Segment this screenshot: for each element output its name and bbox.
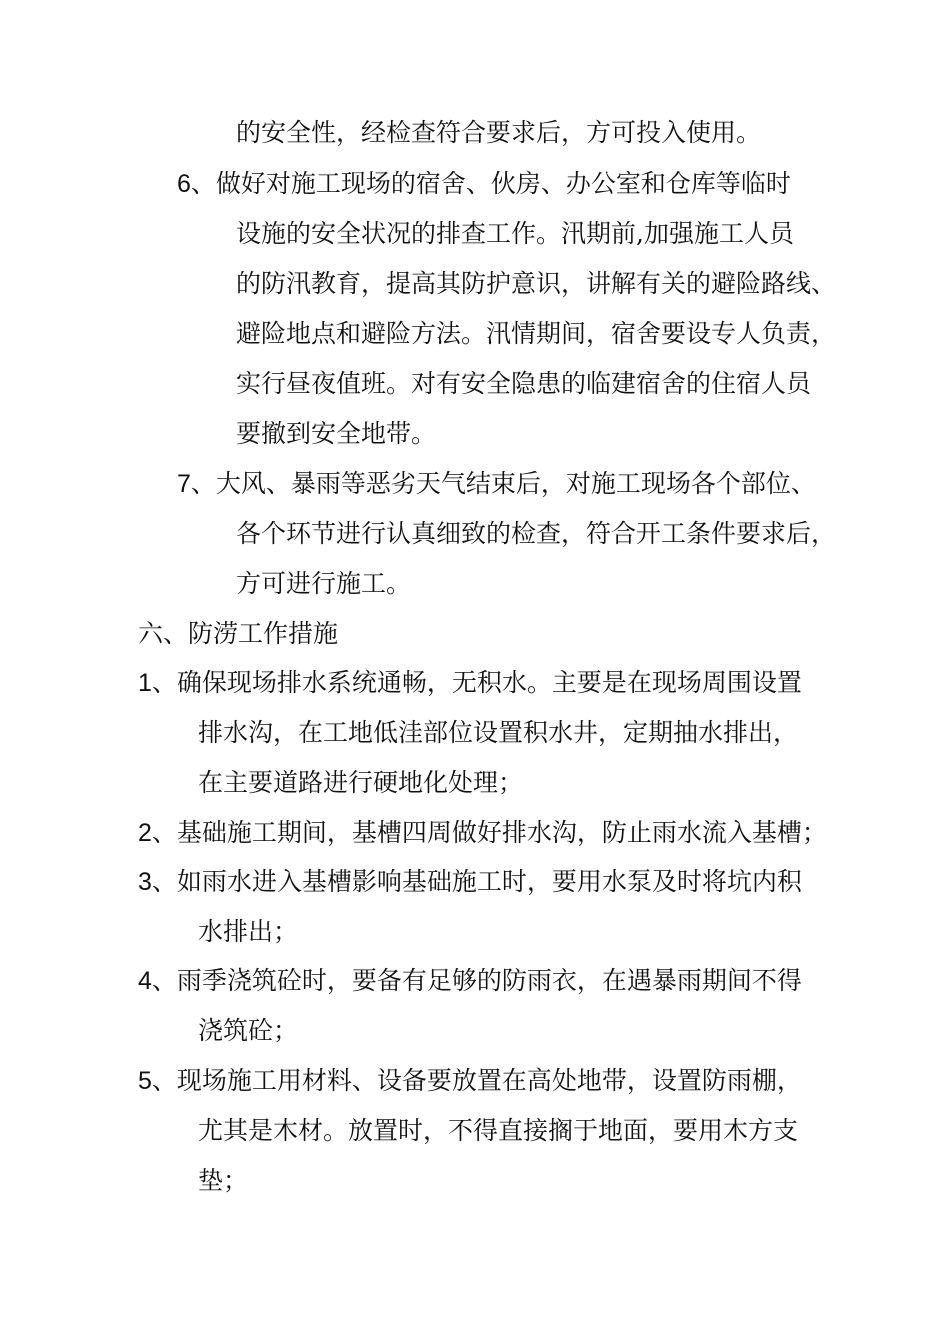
item-6-line-5: 实行昼夜值班。对有安全隐患的临建宿舍的住宿人员 bbox=[236, 369, 812, 398]
item-6-line-3: 的防汛教育，提高其防护意识，讲解有关的避险路线、 bbox=[236, 269, 837, 298]
item-text: 、大风、暴雨等恶劣天气结束后，对施工现场各个部位、 bbox=[190, 469, 816, 498]
item-7-line-3: 方可进行施工。 bbox=[236, 569, 412, 598]
item-6-line-2: 设施的安全状况的排查工作。汛期前,加强施工人员 bbox=[236, 219, 794, 248]
item-text: 、确保现场排水系统通畅，无积水。主要是在现场周围设置 bbox=[151, 668, 802, 697]
item-number: 2 bbox=[138, 819, 152, 847]
section-item-5-line-1 bbox=[138, 1066, 802, 1096]
item-number: 1 bbox=[138, 669, 152, 697]
section-item-1-line-3: 在主要道路进行硬地化处理； bbox=[198, 768, 524, 797]
item-number: 4 bbox=[138, 967, 152, 995]
section-item-1-line-1 bbox=[138, 668, 802, 698]
item-7-line-1 bbox=[177, 469, 816, 499]
item-text: 、如雨水进入基槽影响基础施工时，要用水泵及时将坑内积 bbox=[151, 867, 802, 896]
item-text: 、现场施工用材料、设备要放置在高处地带，设置防雨棚， bbox=[151, 1066, 802, 1095]
section-item-3-line-1 bbox=[138, 867, 802, 897]
section-item-5-line-2: 尤其是木材。放置时，不得直接搁于地面，要用木方支 bbox=[198, 1116, 799, 1145]
section-item-4-line-2: 浇筑砼； bbox=[198, 1016, 299, 1045]
item-text: 、基础施工期间，基槽四周做好排水沟，防止雨水流入基槽； bbox=[151, 818, 827, 847]
section-item-2-line-1 bbox=[138, 818, 827, 848]
item-text: 、做好对施工现场的宿舍、伙房、办公室和仓库等临时 bbox=[190, 169, 791, 198]
item-text: 、雨季浇筑砼时，要备有足够的防雨衣，在遇暴雨期间不得 bbox=[151, 966, 802, 995]
paragraph-continuation: 的安全性，经检查符合要求后，方可投入使用。 bbox=[236, 118, 762, 147]
item-number: 5 bbox=[138, 1067, 152, 1095]
item-6-line-1 bbox=[177, 169, 791, 199]
item-number: 6 bbox=[177, 170, 191, 198]
item-6-line-6: 要撤到安全地带。 bbox=[236, 419, 437, 448]
item-number: 3 bbox=[138, 868, 152, 896]
section-item-1-line-2: 排水沟，在工地低洼部位设置积水井，定期抽水排出， bbox=[198, 718, 799, 747]
item-6-line-4: 避险地点和避险方法。汛情期间，宿舍要设专人负责， bbox=[236, 319, 837, 348]
item-7-line-2: 各个环节进行认真细致的检查，符合开工条件要求后， bbox=[236, 519, 837, 548]
section-item-5-line-3: 垫； bbox=[198, 1166, 249, 1195]
section-item-3-line-2: 水排出； bbox=[198, 917, 299, 946]
item-number: 7 bbox=[177, 470, 191, 498]
section-heading: 六、防涝工作措施 bbox=[138, 619, 339, 648]
section-item-4-line-1 bbox=[138, 966, 802, 996]
